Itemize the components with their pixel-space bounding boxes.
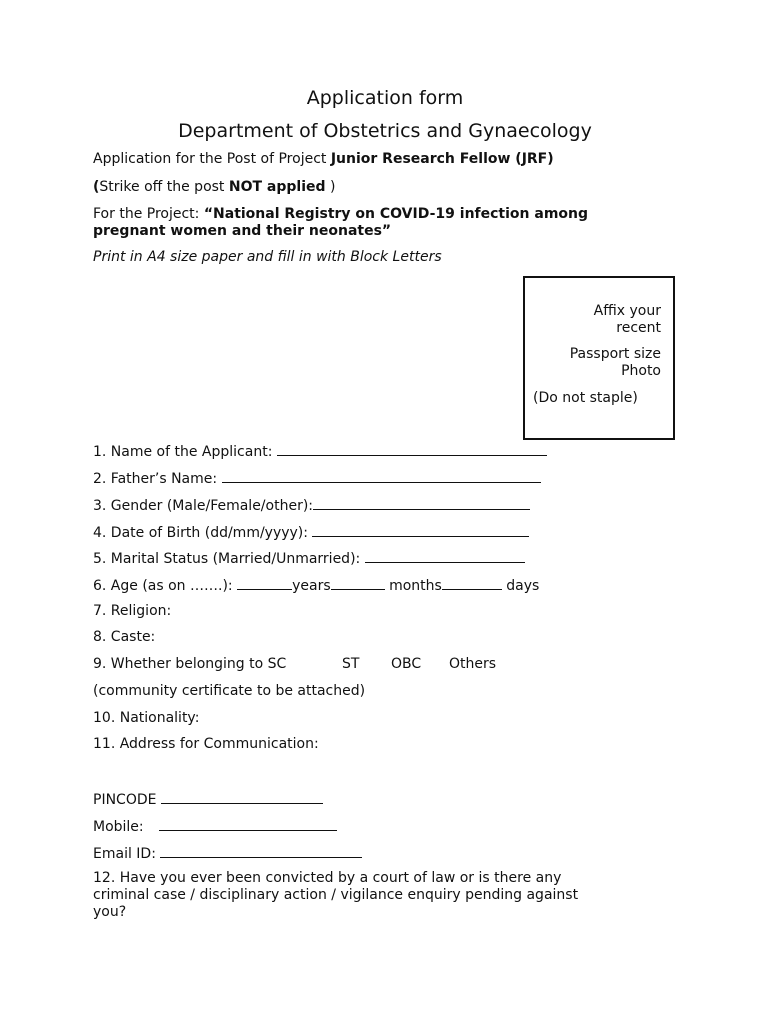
field-category: 9. Whether belonging to SC	[93, 656, 287, 672]
field-father-blank[interactable]	[222, 469, 541, 483]
category-st[interactable]: ST	[342, 656, 360, 672]
field-age-months: months	[384, 578, 442, 594]
question-12-line-2: criminal case / disciplinary action / vigilance enquiry pending against	[93, 887, 579, 903]
project-line-1	[93, 206, 588, 223]
field-email-label: Email ID:	[93, 846, 161, 862]
field-name-blank[interactable]	[277, 442, 547, 456]
photo-text-5: (Do not staple)	[533, 390, 638, 406]
field-religion: 7. Religion:	[93, 603, 172, 619]
field-age-years-blank[interactable]	[237, 576, 292, 590]
field-pincode-blank[interactable]	[161, 790, 323, 804]
strike-close: )	[325, 179, 336, 195]
project-name-2: pregnant women and their neonates”	[93, 223, 392, 239]
field-marital	[93, 549, 525, 568]
strike-bold: NOT applied	[228, 179, 326, 195]
field-email-blank[interactable]	[160, 844, 362, 858]
strike-open: (	[93, 179, 100, 195]
category-obc[interactable]: OBC	[391, 656, 422, 672]
field-name	[93, 442, 547, 461]
post-name: Junior Research Fellow (JRF)	[330, 151, 554, 167]
field-dob-blank[interactable]	[312, 523, 529, 537]
field-name-label: 1. Name of the Applicant:	[93, 444, 277, 460]
field-age-days: days	[501, 578, 540, 594]
field-pincode-label: PINCODE	[93, 792, 161, 808]
field-address: 11. Address for Communication:	[93, 736, 319, 752]
photo-text-2: recent	[616, 320, 661, 336]
post-prefix: Application for the Post of Project	[93, 151, 331, 167]
field-mobile	[93, 817, 337, 836]
print-instruction: Print in A4 size paper and fill in with Block Letters	[93, 249, 442, 265]
department-title: Department of Obstetrics and Gynaecology	[178, 120, 592, 142]
category-others[interactable]: Others	[449, 656, 497, 672]
field-nationality: 10. Nationality:	[93, 710, 200, 726]
project-name-1: “National Registry on COVID-19 infection among	[203, 206, 589, 222]
field-father	[93, 469, 541, 488]
field-caste: 8. Caste:	[93, 629, 156, 645]
field-dob-label: 4. Date of Birth (dd/mm/yyyy):	[93, 525, 313, 541]
field-pincode	[93, 790, 323, 809]
post-line	[93, 151, 554, 168]
form-title: Application form	[306, 87, 464, 109]
question-12-line-1: 12. Have you ever been convicted by a court of law or is there any	[93, 870, 562, 886]
strike-text: Strike off the post	[99, 179, 229, 195]
field-marital-blank[interactable]	[365, 549, 525, 563]
field-dob	[93, 523, 529, 542]
photo-text-1: Affix your	[593, 303, 661, 319]
project-prefix: For the Project:	[93, 206, 204, 222]
field-email	[93, 844, 362, 863]
field-father-label: 2. Father’s Name:	[93, 471, 222, 487]
field-age	[93, 576, 539, 595]
field-mobile-label: Mobile:	[93, 819, 144, 835]
field-mobile-blank[interactable]	[159, 817, 337, 831]
field-age-days-blank[interactable]	[442, 576, 502, 590]
photo-text-3: Passport size	[569, 346, 661, 362]
field-gender-label: 3. Gender (Male/Female/other):	[93, 498, 314, 514]
field-marital-label: 5. Marital Status (Married/Unmarried):	[93, 551, 365, 567]
field-gender-blank[interactable]	[313, 496, 530, 510]
question-12-line-3: you?	[93, 904, 127, 920]
field-age-label: 6. Age (as on …….):	[93, 578, 238, 594]
field-age-years: years	[292, 578, 331, 594]
category-note: (community certificate to be attached)	[93, 683, 366, 699]
photo-box	[523, 276, 675, 440]
photo-text-4: Photo	[621, 363, 661, 379]
field-gender	[93, 496, 530, 515]
strike-line	[93, 179, 335, 196]
field-age-months-blank[interactable]	[331, 576, 385, 590]
